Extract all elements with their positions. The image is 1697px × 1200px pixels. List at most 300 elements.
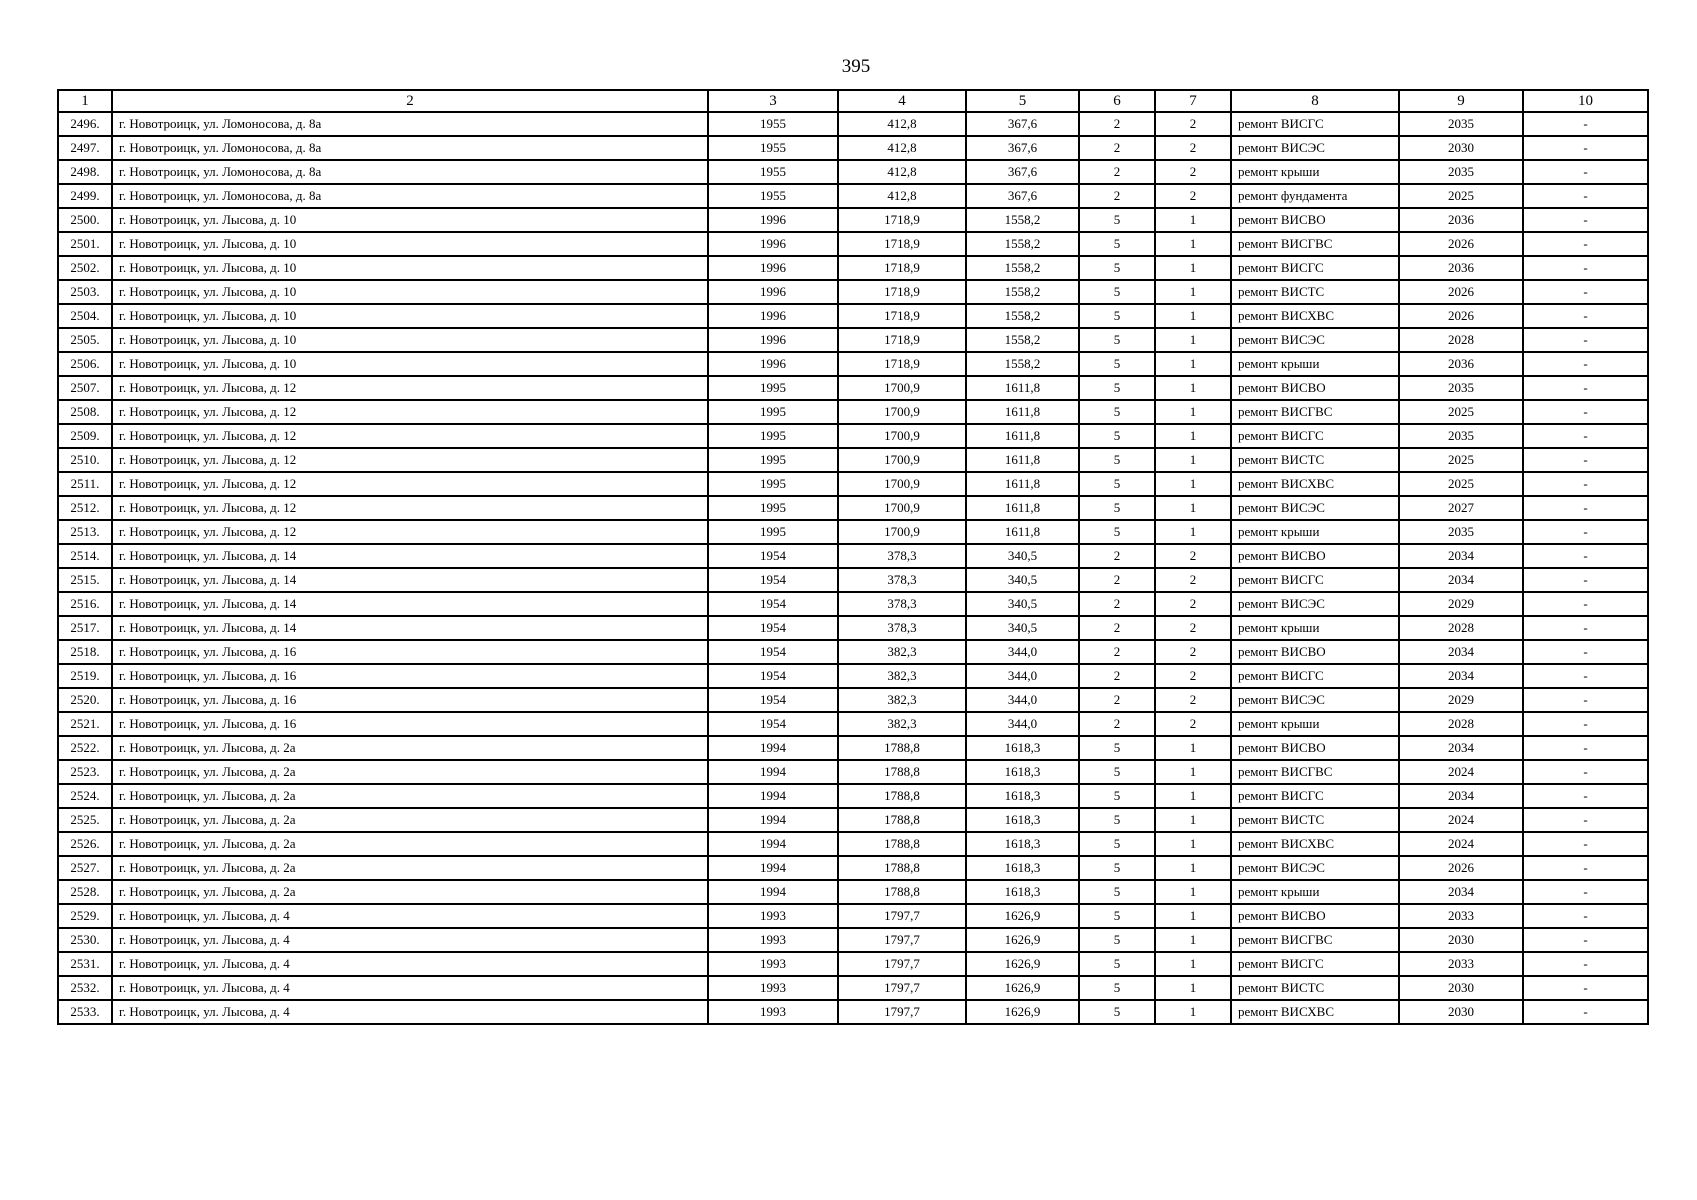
cell-entrances: 1 [1155, 856, 1231, 880]
cell-address: г. Новотроицк, ул. Ломоносова, д. 8а [112, 184, 708, 208]
cell-living-area: 367,6 [966, 112, 1079, 136]
cell-address: г. Новотроицк, ул. Лысова, д. 10 [112, 232, 708, 256]
cell-note: - [1523, 304, 1648, 328]
cell-planned-year: 2034 [1399, 736, 1523, 760]
cell-planned-year: 2033 [1399, 904, 1523, 928]
cell-planned-year: 2028 [1399, 616, 1523, 640]
table-row [58, 736, 1648, 760]
cell-floors: 5 [1079, 976, 1155, 1000]
cell-build-year: 1994 [708, 736, 838, 760]
cell-entrances: 1 [1155, 880, 1231, 904]
cell-row-number: 2508. [58, 400, 112, 424]
cell-work-type: ремонт ВИСЭС [1231, 328, 1399, 352]
cell-living-area: 1611,8 [966, 448, 1079, 472]
cell-note: - [1523, 664, 1648, 688]
cell-living-area: 1618,3 [966, 832, 1079, 856]
cell-living-area: 1618,3 [966, 760, 1079, 784]
cell-entrances: 1 [1155, 400, 1231, 424]
cell-work-type: ремонт крыши [1231, 616, 1399, 640]
housing-repair-table [57, 89, 1649, 1025]
cell-build-year: 1996 [708, 256, 838, 280]
cell-build-year: 1955 [708, 184, 838, 208]
cell-floors: 5 [1079, 280, 1155, 304]
cell-build-year: 1996 [708, 208, 838, 232]
cell-living-area: 1611,8 [966, 472, 1079, 496]
cell-work-type: ремонт ВИСГВС [1231, 400, 1399, 424]
cell-address: г. Новотроицк, ул. Лысова, д. 12 [112, 424, 708, 448]
table-row [58, 304, 1648, 328]
cell-planned-year: 2034 [1399, 544, 1523, 568]
cell-planned-year: 2026 [1399, 280, 1523, 304]
cell-build-year: 1954 [708, 664, 838, 688]
cell-living-area: 1558,2 [966, 208, 1079, 232]
cell-entrances: 1 [1155, 232, 1231, 256]
cell-build-year: 1993 [708, 928, 838, 952]
cell-build-year: 1994 [708, 856, 838, 880]
cell-work-type: ремонт ВИСТС [1231, 448, 1399, 472]
cell-work-type: ремонт ВИСВО [1231, 904, 1399, 928]
cell-total-area: 412,8 [838, 184, 966, 208]
cell-living-area: 340,5 [966, 592, 1079, 616]
cell-build-year: 1994 [708, 880, 838, 904]
cell-entrances: 1 [1155, 280, 1231, 304]
cell-planned-year: 2035 [1399, 520, 1523, 544]
cell-floors: 5 [1079, 904, 1155, 928]
table-row [58, 544, 1648, 568]
cell-row-number: 2514. [58, 544, 112, 568]
table-row [58, 832, 1648, 856]
cell-total-area: 382,3 [838, 664, 966, 688]
cell-build-year: 1954 [708, 544, 838, 568]
cell-total-area: 1797,7 [838, 976, 966, 1000]
cell-total-area: 1718,9 [838, 256, 966, 280]
cell-living-area: 1618,3 [966, 856, 1079, 880]
cell-row-number: 2516. [58, 592, 112, 616]
cell-planned-year: 2026 [1399, 856, 1523, 880]
cell-address: г. Новотроицк, ул. Лысова, д. 16 [112, 712, 708, 736]
cell-work-type: ремонт ВИСХВС [1231, 304, 1399, 328]
cell-total-area: 1788,8 [838, 808, 966, 832]
cell-floors: 5 [1079, 808, 1155, 832]
cell-living-area: 1558,2 [966, 328, 1079, 352]
table-row [58, 952, 1648, 976]
cell-note: - [1523, 544, 1648, 568]
cell-planned-year: 2035 [1399, 112, 1523, 136]
table-row [58, 160, 1648, 184]
cell-total-area: 412,8 [838, 112, 966, 136]
cell-note: - [1523, 472, 1648, 496]
cell-row-number: 2518. [58, 640, 112, 664]
cell-row-number: 2526. [58, 832, 112, 856]
cell-total-area: 1788,8 [838, 880, 966, 904]
cell-work-type: ремонт ВИСГС [1231, 784, 1399, 808]
cell-address: г. Новотроицк, ул. Лысова, д. 12 [112, 448, 708, 472]
cell-total-area: 1700,9 [838, 400, 966, 424]
cell-work-type: ремонт ВИСХВС [1231, 832, 1399, 856]
cell-build-year: 1995 [708, 472, 838, 496]
cell-note: - [1523, 904, 1648, 928]
cell-note: - [1523, 376, 1648, 400]
cell-planned-year: 2036 [1399, 256, 1523, 280]
cell-floors: 5 [1079, 520, 1155, 544]
cell-work-type: ремонт крыши [1231, 520, 1399, 544]
cell-row-number: 2502. [58, 256, 112, 280]
table-row [58, 280, 1648, 304]
cell-planned-year: 2030 [1399, 136, 1523, 160]
cell-address: г. Новотроицк, ул. Лысова, д. 10 [112, 256, 708, 280]
cell-total-area: 1797,7 [838, 928, 966, 952]
cell-build-year: 1954 [708, 712, 838, 736]
cell-planned-year: 2024 [1399, 808, 1523, 832]
cell-work-type: ремонт ВИСТС [1231, 280, 1399, 304]
table-row [58, 376, 1648, 400]
cell-entrances: 1 [1155, 832, 1231, 856]
cell-work-type: ремонт ВИСВО [1231, 208, 1399, 232]
table-row [58, 664, 1648, 688]
cell-planned-year: 2028 [1399, 712, 1523, 736]
cell-work-type: ремонт крыши [1231, 712, 1399, 736]
cell-living-area: 1611,8 [966, 400, 1079, 424]
cell-entrances: 2 [1155, 160, 1231, 184]
cell-row-number: 2498. [58, 160, 112, 184]
cell-row-number: 2497. [58, 136, 112, 160]
column-header-10: 10 [1523, 90, 1648, 112]
cell-note: - [1523, 712, 1648, 736]
cell-living-area: 340,5 [966, 616, 1079, 640]
cell-row-number: 2529. [58, 904, 112, 928]
cell-note: - [1523, 736, 1648, 760]
cell-living-area: 1618,3 [966, 880, 1079, 904]
cell-build-year: 1996 [708, 304, 838, 328]
cell-planned-year: 2027 [1399, 496, 1523, 520]
cell-row-number: 2517. [58, 616, 112, 640]
cell-total-area: 1788,8 [838, 832, 966, 856]
cell-build-year: 1995 [708, 424, 838, 448]
cell-living-area: 344,0 [966, 640, 1079, 664]
cell-address: г. Новотроицк, ул. Лысова, д. 12 [112, 376, 708, 400]
cell-note: - [1523, 400, 1648, 424]
cell-planned-year: 2034 [1399, 568, 1523, 592]
cell-build-year: 1954 [708, 640, 838, 664]
table-row [58, 640, 1648, 664]
cell-work-type: ремонт ВИСГВС [1231, 760, 1399, 784]
cell-row-number: 2501. [58, 232, 112, 256]
cell-entrances: 2 [1155, 592, 1231, 616]
cell-build-year: 1993 [708, 952, 838, 976]
cell-build-year: 1995 [708, 376, 838, 400]
cell-living-area: 1611,8 [966, 496, 1079, 520]
table-row [58, 136, 1648, 160]
table-row [58, 400, 1648, 424]
cell-address: г. Новотроицк, ул. Лысова, д. 2а [112, 808, 708, 832]
cell-address: г. Новотроицк, ул. Ломоносова, д. 8а [112, 112, 708, 136]
cell-address: г. Новотроицк, ул. Лысова, д. 10 [112, 352, 708, 376]
cell-row-number: 2505. [58, 328, 112, 352]
cell-note: - [1523, 520, 1648, 544]
cell-floors: 5 [1079, 760, 1155, 784]
cell-build-year: 1954 [708, 616, 838, 640]
cell-address: г. Новотроицк, ул. Лысова, д. 12 [112, 496, 708, 520]
cell-total-area: 412,8 [838, 160, 966, 184]
table-row [58, 184, 1648, 208]
cell-total-area: 1788,8 [838, 736, 966, 760]
cell-row-number: 2528. [58, 880, 112, 904]
cell-work-type: ремонт ВИСЭС [1231, 592, 1399, 616]
cell-work-type: ремонт ВИСГВС [1231, 232, 1399, 256]
cell-floors: 5 [1079, 208, 1155, 232]
cell-planned-year: 2029 [1399, 592, 1523, 616]
table-row [58, 472, 1648, 496]
cell-build-year: 1996 [708, 280, 838, 304]
cell-work-type: ремонт ВИСТС [1231, 808, 1399, 832]
cell-total-area: 382,3 [838, 640, 966, 664]
table-row [58, 448, 1648, 472]
table-row [58, 784, 1648, 808]
cell-address: г. Новотроицк, ул. Лысова, д. 2а [112, 760, 708, 784]
cell-work-type: ремонт ВИСГС [1231, 112, 1399, 136]
cell-address: г. Новотроицк, ул. Лысова, д. 16 [112, 688, 708, 712]
cell-note: - [1523, 640, 1648, 664]
cell-floors: 2 [1079, 160, 1155, 184]
cell-address: г. Новотроицк, ул. Лысова, д. 14 [112, 544, 708, 568]
cell-row-number: 2533. [58, 1000, 112, 1024]
cell-floors: 5 [1079, 496, 1155, 520]
cell-address: г. Новотроицк, ул. Лысова, д. 10 [112, 280, 708, 304]
page-number: 395 [841, 56, 871, 77]
cell-floors: 5 [1079, 736, 1155, 760]
cell-total-area: 378,3 [838, 568, 966, 592]
cell-planned-year: 2025 [1399, 400, 1523, 424]
cell-floors: 5 [1079, 352, 1155, 376]
cell-row-number: 2519. [58, 664, 112, 688]
cell-row-number: 2509. [58, 424, 112, 448]
cell-note: - [1523, 280, 1648, 304]
cell-note: - [1523, 352, 1648, 376]
cell-living-area: 367,6 [966, 160, 1079, 184]
cell-total-area: 1788,8 [838, 784, 966, 808]
cell-entrances: 1 [1155, 328, 1231, 352]
cell-entrances: 1 [1155, 760, 1231, 784]
cell-total-area: 382,3 [838, 712, 966, 736]
table-row [58, 352, 1648, 376]
cell-planned-year: 2035 [1399, 376, 1523, 400]
cell-planned-year: 2024 [1399, 832, 1523, 856]
cell-work-type: ремонт крыши [1231, 880, 1399, 904]
cell-address: г. Новотроицк, ул. Лысова, д. 14 [112, 592, 708, 616]
cell-entrances: 1 [1155, 496, 1231, 520]
cell-total-area: 1718,9 [838, 232, 966, 256]
cell-total-area: 1718,9 [838, 208, 966, 232]
column-header-8: 8 [1231, 90, 1399, 112]
cell-build-year: 1994 [708, 832, 838, 856]
cell-entrances: 1 [1155, 736, 1231, 760]
cell-build-year: 1995 [708, 496, 838, 520]
cell-address: г. Новотроицк, ул. Лысова, д. 12 [112, 400, 708, 424]
cell-living-area: 340,5 [966, 544, 1079, 568]
cell-work-type: ремонт ВИСВО [1231, 640, 1399, 664]
cell-address: г. Новотроицк, ул. Лысова, д. 10 [112, 304, 708, 328]
table-row [58, 760, 1648, 784]
cell-note: - [1523, 136, 1648, 160]
cell-floors: 5 [1079, 928, 1155, 952]
cell-build-year: 1995 [708, 448, 838, 472]
cell-build-year: 1994 [708, 760, 838, 784]
cell-entrances: 1 [1155, 976, 1231, 1000]
cell-note: - [1523, 616, 1648, 640]
cell-planned-year: 2029 [1399, 688, 1523, 712]
cell-address: г. Новотроицк, ул. Лысова, д. 10 [112, 328, 708, 352]
cell-work-type: ремонт ВИСВО [1231, 376, 1399, 400]
cell-entrances: 2 [1155, 136, 1231, 160]
cell-row-number: 2530. [58, 928, 112, 952]
cell-build-year: 1954 [708, 688, 838, 712]
cell-address: г. Новотроицк, ул. Лысова, д. 4 [112, 976, 708, 1000]
cell-row-number: 2500. [58, 208, 112, 232]
cell-note: - [1523, 448, 1648, 472]
cell-note: - [1523, 928, 1648, 952]
cell-total-area: 1700,9 [838, 376, 966, 400]
cell-work-type: ремонт ВИСХВС [1231, 1000, 1399, 1024]
cell-floors: 2 [1079, 664, 1155, 688]
cell-build-year: 1994 [708, 808, 838, 832]
cell-floors: 2 [1079, 640, 1155, 664]
cell-build-year: 1955 [708, 160, 838, 184]
cell-living-area: 1611,8 [966, 424, 1079, 448]
cell-living-area: 1626,9 [966, 1000, 1079, 1024]
cell-living-area: 1618,3 [966, 784, 1079, 808]
cell-floors: 5 [1079, 232, 1155, 256]
cell-row-number: 2515. [58, 568, 112, 592]
cell-work-type: ремонт ВИСВО [1231, 736, 1399, 760]
cell-entrances: 1 [1155, 256, 1231, 280]
cell-entrances: 1 [1155, 376, 1231, 400]
cell-floors: 5 [1079, 400, 1155, 424]
cell-build-year: 1995 [708, 520, 838, 544]
cell-row-number: 2525. [58, 808, 112, 832]
cell-work-type: ремонт ВИСГС [1231, 568, 1399, 592]
cell-entrances: 1 [1155, 472, 1231, 496]
cell-note: - [1523, 760, 1648, 784]
cell-row-number: 2523. [58, 760, 112, 784]
cell-entrances: 1 [1155, 784, 1231, 808]
column-header-9: 9 [1399, 90, 1523, 112]
cell-note: - [1523, 184, 1648, 208]
cell-build-year: 1996 [708, 352, 838, 376]
cell-build-year: 1996 [708, 328, 838, 352]
cell-entrances: 2 [1155, 544, 1231, 568]
cell-floors: 5 [1079, 304, 1155, 328]
cell-living-area: 1618,3 [966, 736, 1079, 760]
cell-entrances: 2 [1155, 640, 1231, 664]
cell-living-area: 1618,3 [966, 808, 1079, 832]
cell-total-area: 1797,7 [838, 1000, 966, 1024]
cell-entrances: 2 [1155, 184, 1231, 208]
cell-planned-year: 2030 [1399, 1000, 1523, 1024]
cell-living-area: 1626,9 [966, 952, 1079, 976]
cell-work-type: ремонт фундамента [1231, 184, 1399, 208]
column-header-6: 6 [1079, 90, 1155, 112]
cell-work-type: ремонт ВИСГС [1231, 256, 1399, 280]
table-row [58, 112, 1648, 136]
cell-note: - [1523, 568, 1648, 592]
cell-planned-year: 2036 [1399, 352, 1523, 376]
cell-living-area: 1611,8 [966, 376, 1079, 400]
column-header-3: 3 [708, 90, 838, 112]
table-row [58, 808, 1648, 832]
cell-note: - [1523, 880, 1648, 904]
cell-floors: 5 [1079, 376, 1155, 400]
cell-row-number: 2506. [58, 352, 112, 376]
cell-planned-year: 2034 [1399, 664, 1523, 688]
column-header-5: 5 [966, 90, 1079, 112]
cell-address: г. Новотроицк, ул. Лысова, д. 2а [112, 832, 708, 856]
table-row [58, 688, 1648, 712]
cell-note: - [1523, 496, 1648, 520]
cell-total-area: 1718,9 [838, 304, 966, 328]
cell-floors: 2 [1079, 712, 1155, 736]
table-row [58, 520, 1648, 544]
cell-entrances: 2 [1155, 568, 1231, 592]
cell-entrances: 1 [1155, 208, 1231, 232]
cell-total-area: 1788,8 [838, 760, 966, 784]
cell-note: - [1523, 784, 1648, 808]
table-row [58, 928, 1648, 952]
cell-address: г. Новотроицк, ул. Лысова, д. 12 [112, 520, 708, 544]
cell-build-year: 1995 [708, 400, 838, 424]
cell-living-area: 1558,2 [966, 352, 1079, 376]
column-header-4: 4 [838, 90, 966, 112]
cell-build-year: 1993 [708, 976, 838, 1000]
cell-total-area: 1797,7 [838, 904, 966, 928]
cell-total-area: 412,8 [838, 136, 966, 160]
cell-row-number: 2499. [58, 184, 112, 208]
cell-entrances: 1 [1155, 928, 1231, 952]
table-row [58, 328, 1648, 352]
cell-living-area: 1626,9 [966, 928, 1079, 952]
table-row [58, 496, 1648, 520]
cell-entrances: 1 [1155, 952, 1231, 976]
cell-floors: 5 [1079, 952, 1155, 976]
cell-build-year: 1954 [708, 568, 838, 592]
cell-living-area: 1558,2 [966, 280, 1079, 304]
table-row [58, 592, 1648, 616]
cell-floors: 5 [1079, 832, 1155, 856]
cell-floors: 2 [1079, 544, 1155, 568]
cell-work-type: ремонт ВИСХВС [1231, 472, 1399, 496]
cell-address: г. Новотроицк, ул. Лысова, д. 16 [112, 640, 708, 664]
cell-living-area: 1558,2 [966, 232, 1079, 256]
cell-work-type: ремонт ВИСГС [1231, 424, 1399, 448]
cell-living-area: 340,5 [966, 568, 1079, 592]
table-row [58, 880, 1648, 904]
cell-build-year: 1955 [708, 112, 838, 136]
cell-planned-year: 2033 [1399, 952, 1523, 976]
cell-total-area: 1700,9 [838, 496, 966, 520]
cell-entrances: 1 [1155, 304, 1231, 328]
cell-row-number: 2522. [58, 736, 112, 760]
cell-total-area: 1700,9 [838, 472, 966, 496]
cell-entrances: 2 [1155, 112, 1231, 136]
cell-note: - [1523, 808, 1648, 832]
table-row [58, 856, 1648, 880]
cell-total-area: 1700,9 [838, 520, 966, 544]
cell-planned-year: 2025 [1399, 448, 1523, 472]
cell-work-type: ремонт ВИСГС [1231, 664, 1399, 688]
table-row [58, 712, 1648, 736]
cell-total-area: 1797,7 [838, 952, 966, 976]
cell-total-area: 378,3 [838, 616, 966, 640]
cell-row-number: 2512. [58, 496, 112, 520]
